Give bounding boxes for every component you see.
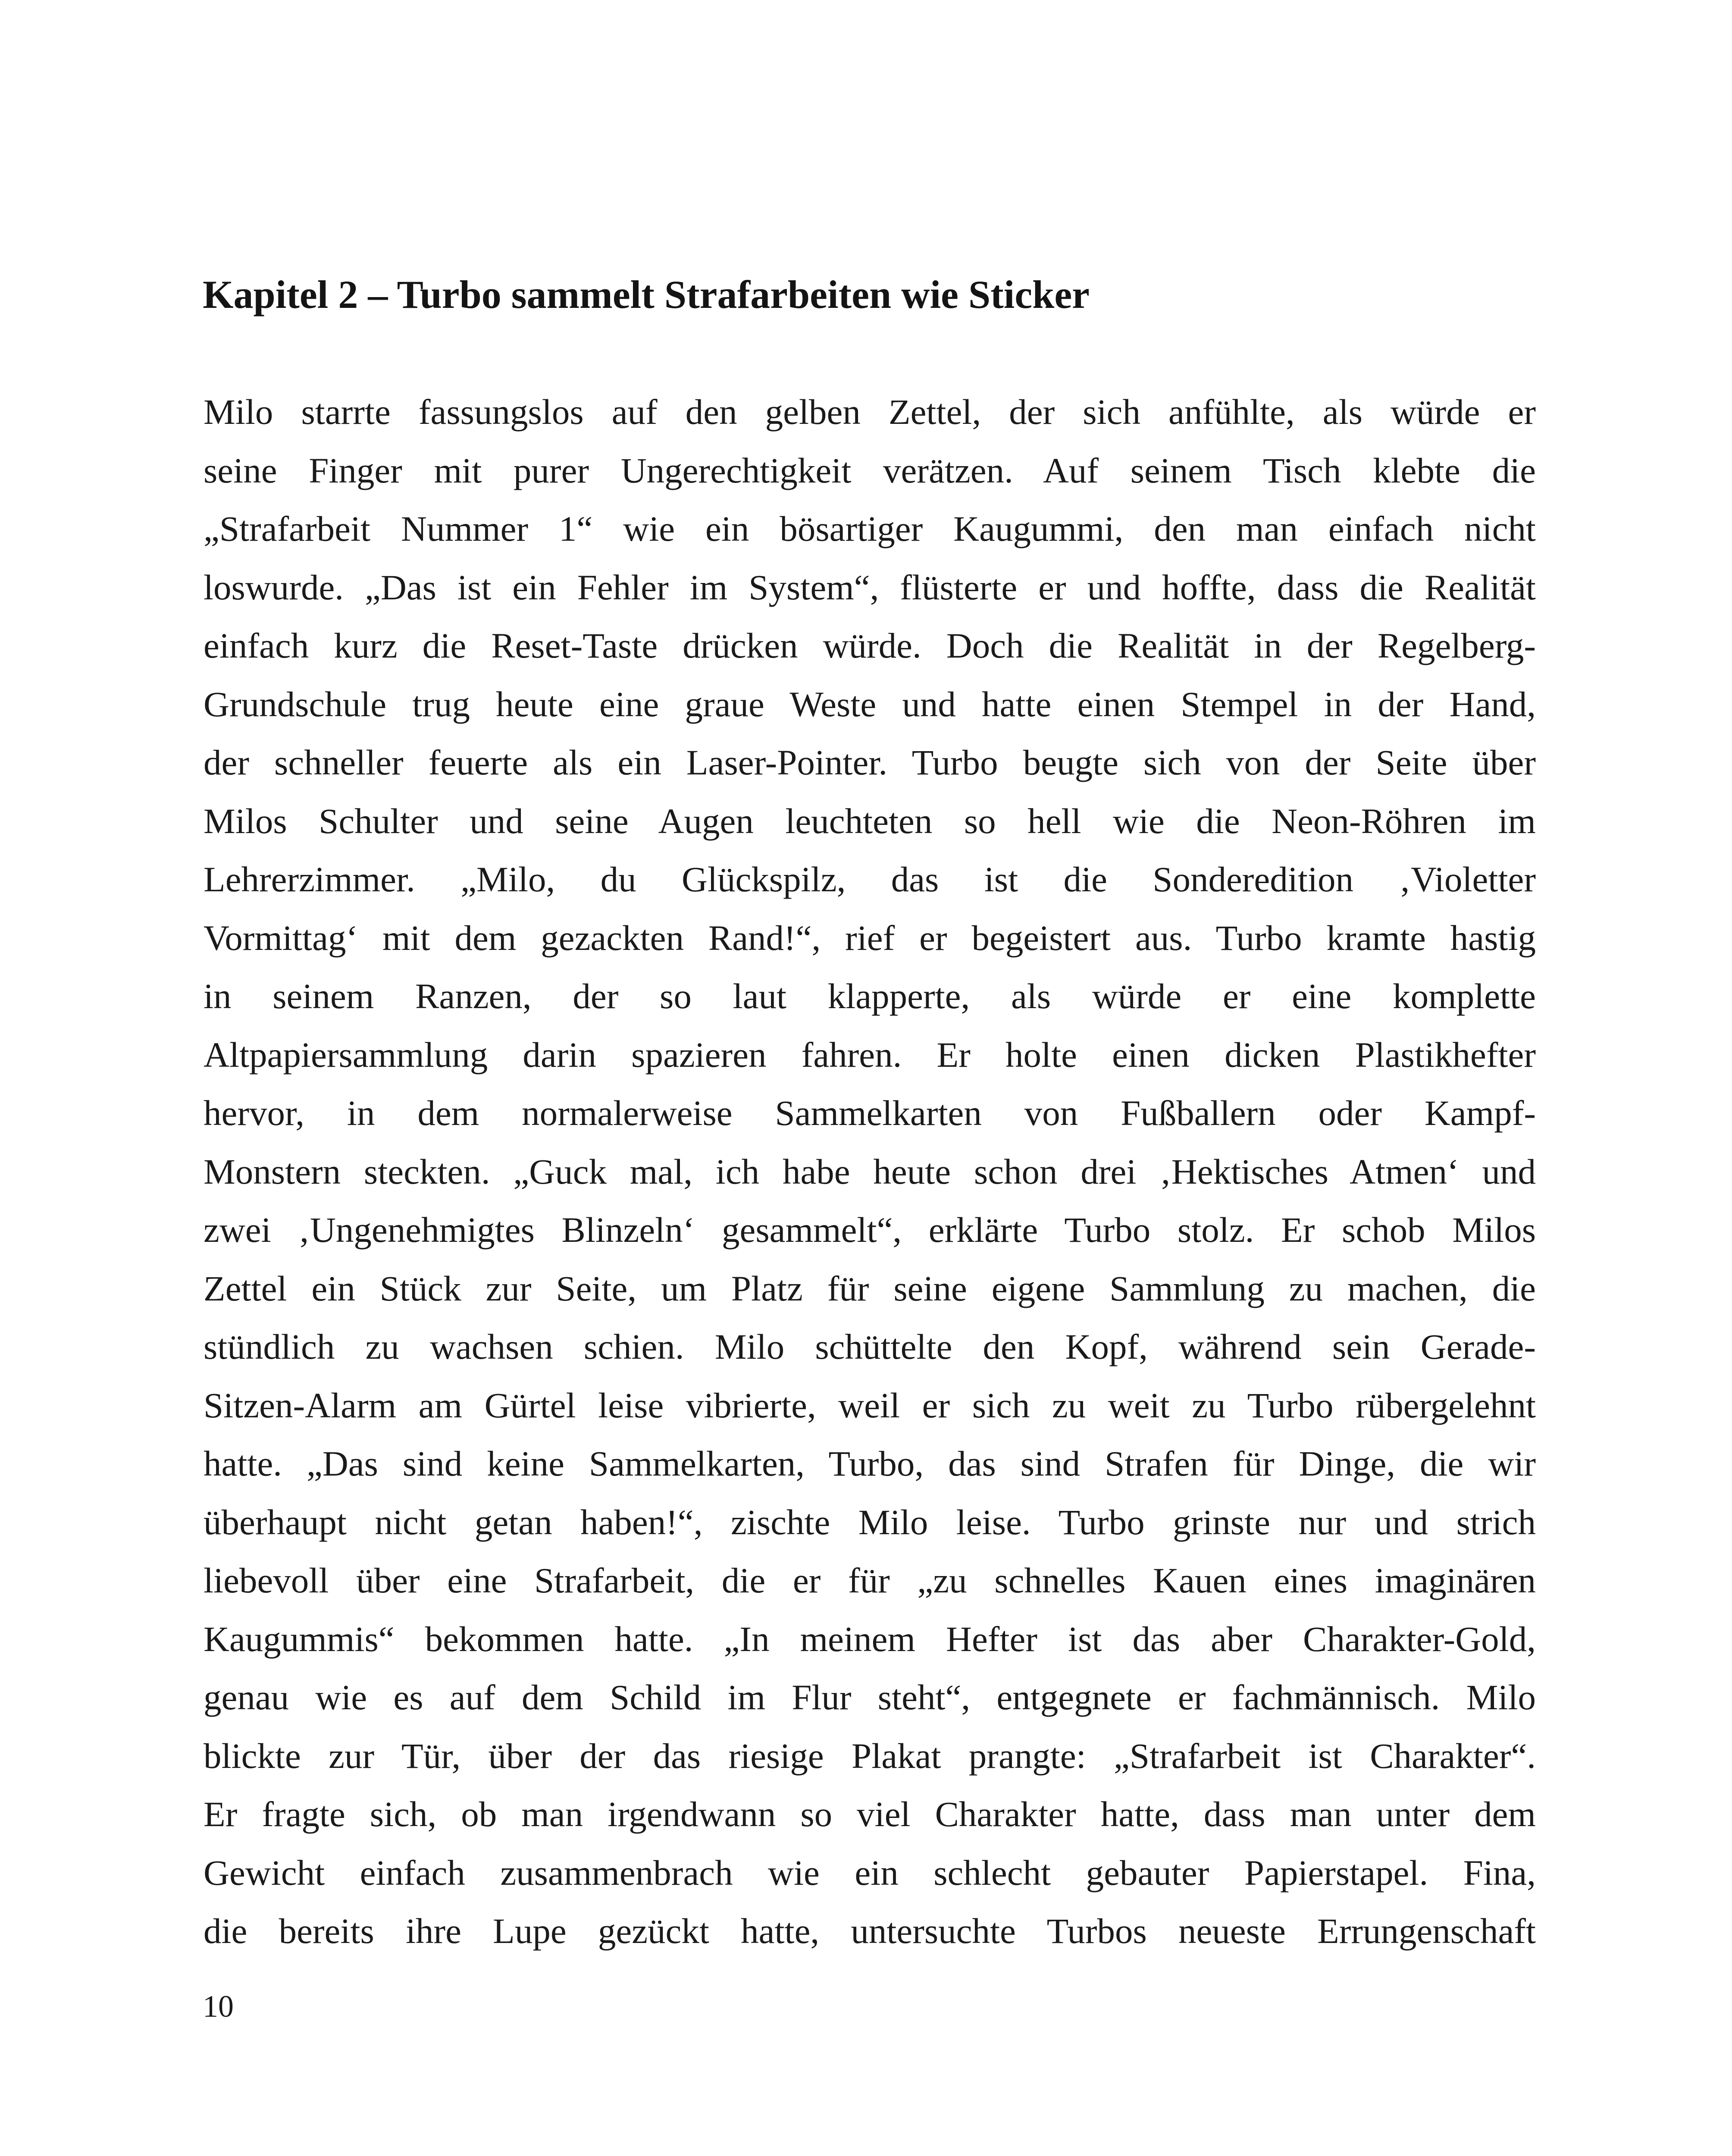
page-number: 10 xyxy=(203,1989,234,2024)
text-line: Monstern steckten. „Guck mal, ich habe heute schon drei ‚Hektisches Atmen‘ und xyxy=(204,1151,1536,1191)
text-line: Milo starrte fassungslos auf den gelben Zettel, der sich anfühlte, als würde er xyxy=(204,392,1536,432)
text-line: Sitzen-Alarm am Gürtel leise vibrierte, weil er sich zu weit zu Turbo rübergelehnt xyxy=(204,1385,1536,1425)
text-line: Milos Schulter und seine Augen leuchteten so hell wie die Neon-Röhren im xyxy=(204,801,1536,841)
text-line: loswurde. „Das ist ein Fehler im System“, flüsterte er und hoffte, dass die Realität xyxy=(204,567,1536,607)
text-line: Lehrerzimmer. „Milo, du Glückspilz, das ist die Sonderedition ‚Violetter xyxy=(204,859,1536,899)
text-line: Er fragte sich, ob man irgendwann so viel Charakter hatte, dass man unter dem xyxy=(204,1794,1536,1834)
text-line: die bereits ihre Lupe gezückt hatte, untersuchte Turbos neueste Errungenschaft xyxy=(204,1911,1536,1951)
text-line: Zettel ein Stück zur Seite, um Platz für seine eigene Sammlung zu machen, die xyxy=(204,1268,1536,1308)
text-line: stündlich zu wachsen schien. Milo schüttelte den Kopf, während sein Gerade- xyxy=(204,1327,1536,1366)
text-line: Vormittag‘ mit dem gezackten Rand!“, rief er begeistert aus. Turbo kramte hastig xyxy=(204,918,1536,958)
chapter-body-text xyxy=(204,383,1536,1961)
text-line: blickte zur Tür, über der das riesige Plakat prangte: „Strafarbeit ist Charakter“. xyxy=(204,1736,1536,1776)
text-line: überhaupt nicht getan haben!“, zischte Milo leise. Turbo grinste nur und strich xyxy=(204,1502,1536,1542)
text-line: „Strafarbeit Nummer 1“ wie ein bösartiger Kaugummi, den man einfach nicht xyxy=(204,509,1536,548)
text-line: Kaugummis“ bekommen hatte. „In meinem Hefter ist das aber Charakter-Gold, xyxy=(204,1619,1536,1659)
text-line: liebevoll über eine Strafarbeit, die er für „zu schnelles Kauen eines imaginären xyxy=(204,1561,1536,1600)
text-line: Gewicht einfach zusammenbrach wie ein schlecht gebauter Papierstapel. Fina, xyxy=(204,1852,1536,1893)
text-line: Altpapiersammlung darin spazieren fahren. Er holte einen dicken Plastikhefter xyxy=(204,1034,1536,1075)
text-line: seine Finger mit purer Ungerechtigkeit verätzen. Auf seinem Tisch klebte die xyxy=(204,450,1536,490)
text-line: der schneller feuerte als ein Laser-Pointer. Turbo beugte sich von der Seite über xyxy=(204,743,1536,782)
chapter-title: Kapitel 2 – Turbo sammelt Strafarbeiten wie Sticker xyxy=(203,273,1090,317)
text-line: genau wie es auf dem Schild im Flur steht“, entgegnete er fachmännisch. Milo xyxy=(204,1677,1536,1717)
text-line: Grundschule trug heute eine graue Weste und hatte einen Stempel in der Hand, xyxy=(204,684,1536,724)
text-line: hervor, in dem normalerweise Sammelkarten von Fußballern oder Kampf- xyxy=(204,1093,1536,1133)
text-line: zwei ‚Ungenehmigtes Blinzeln‘ gesammelt“, erklärte Turbo stolz. Er schob Milos xyxy=(204,1210,1536,1250)
text-line: in seinem Ranzen, der so laut klapperte, als würde er eine komplette xyxy=(204,976,1536,1016)
text-line: hatte. „Das sind keine Sammelkarten, Turbo, das sind Strafen für Dinge, die wir xyxy=(204,1444,1536,1483)
text-line: einfach kurz die Reset-Taste drücken würde. Doch die Realität in der Regelberg- xyxy=(204,626,1536,665)
